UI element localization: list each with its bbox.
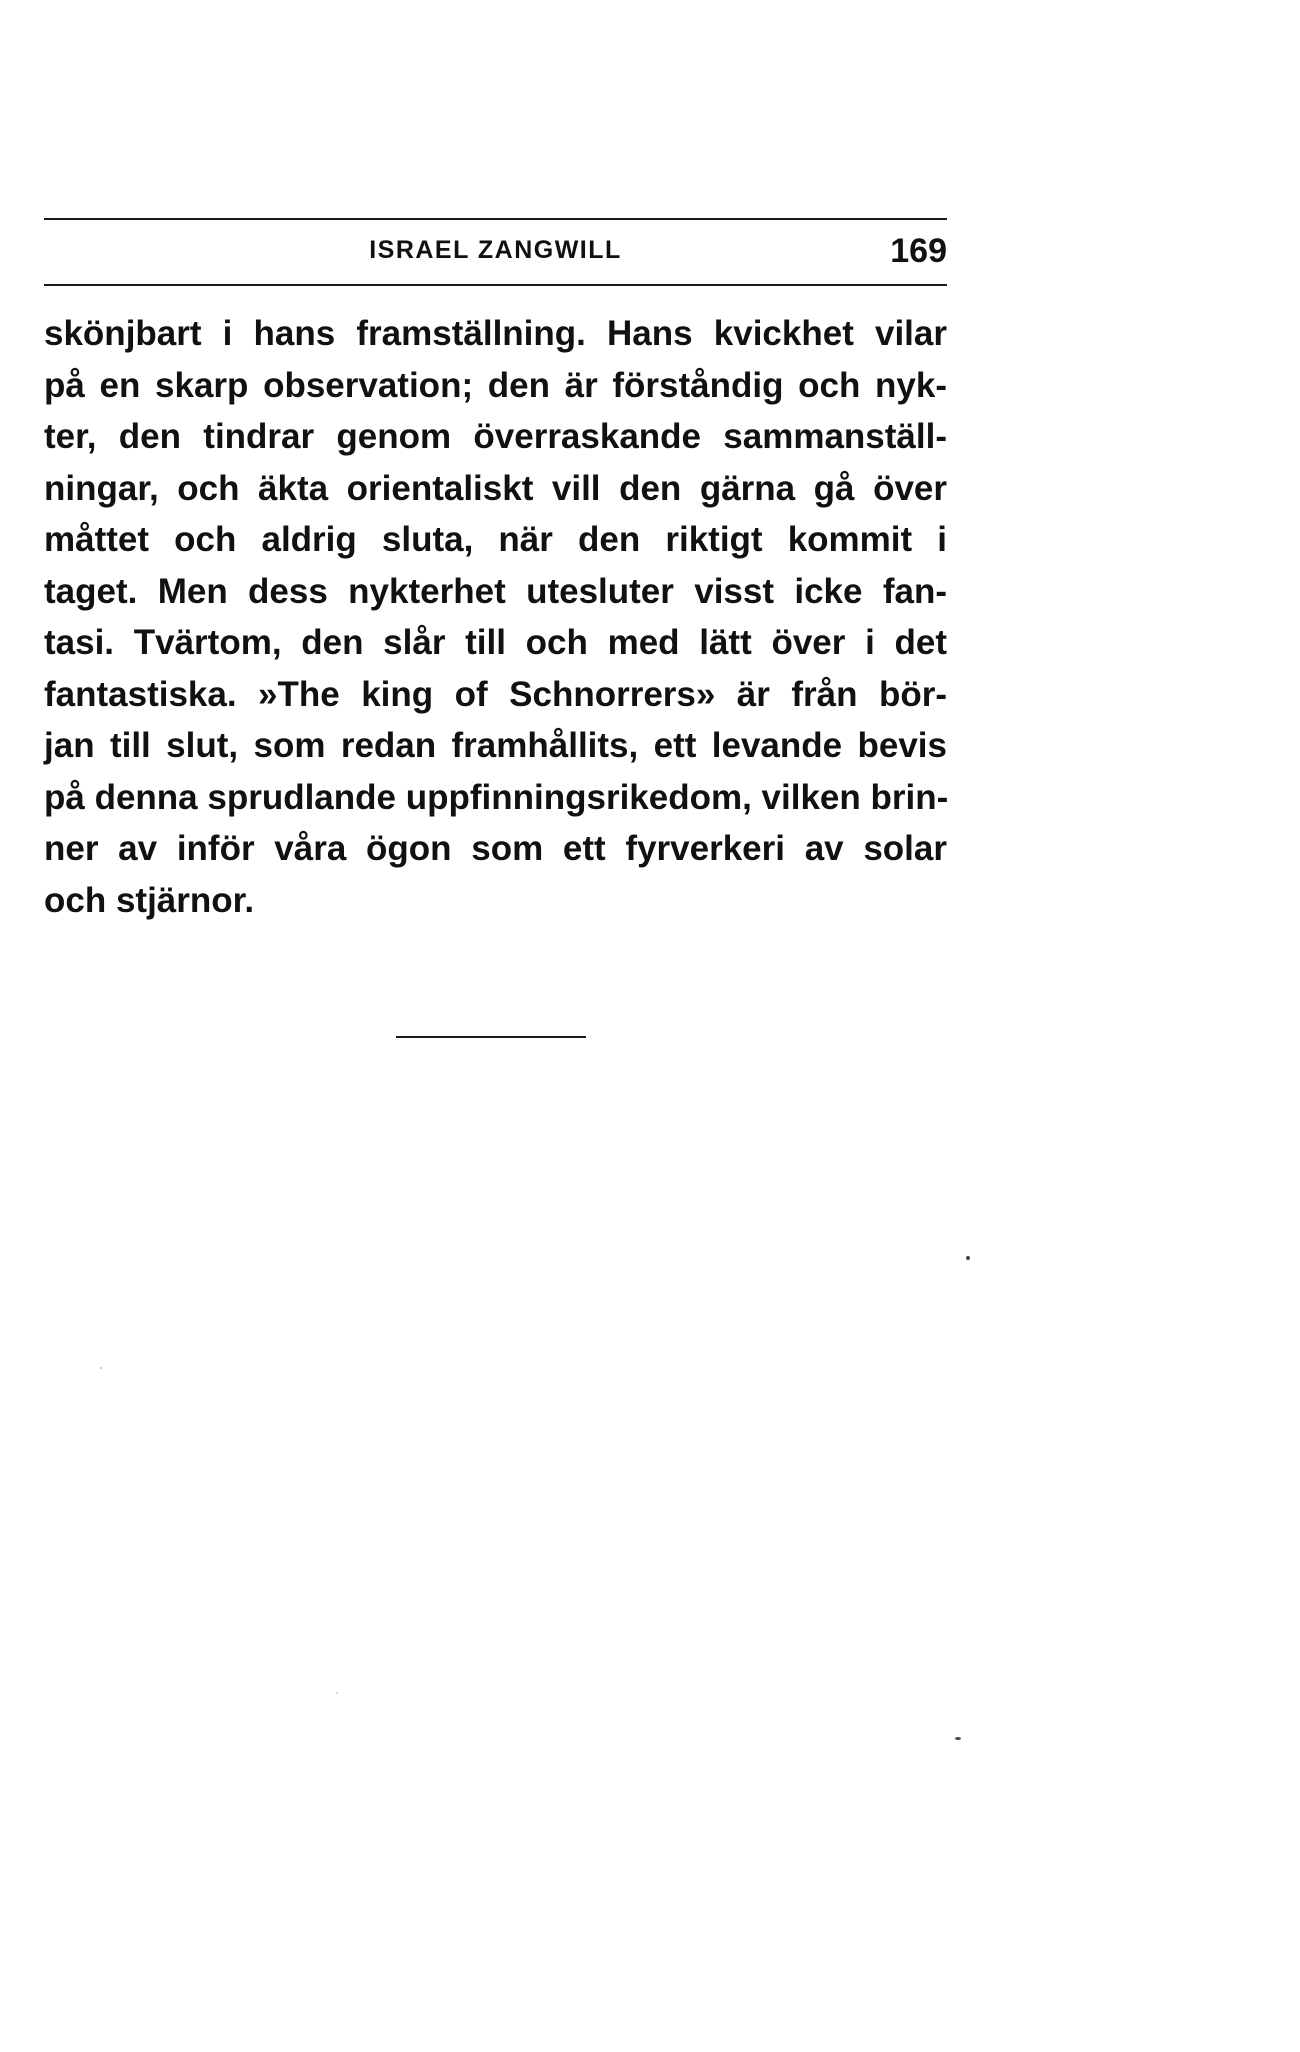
text-line-last: och stjärnor. — [44, 880, 255, 920]
text-line: tasi. Tvärtom, den slår till och med lätt över i det — [44, 623, 947, 662]
text-line: ner av inför våra ögon som ett fyrverkeri av solar — [44, 829, 947, 868]
scan-speck — [100, 1367, 102, 1369]
scan-speck — [966, 1256, 970, 1260]
header-rule-top — [44, 218, 947, 220]
text-line: fantastiska. »The king of Schnorrers» är från bör- — [44, 674, 947, 714]
text-line: måttet och aldrig sluta, när den riktigt kommit i — [44, 520, 947, 559]
text-line: ningar, och äkta orientaliskt vill den gärna gå över — [44, 468, 947, 508]
text-line: ter, den tindrar genom överraskande sammanställ- — [44, 417, 947, 456]
text-line: på denna sprudlande uppfinningsrikedom, vilken brin- — [44, 777, 949, 817]
running-head-title: ISRAEL ZANGWILL — [369, 236, 622, 264]
section-end-rule — [396, 1036, 586, 1038]
text-line: taget. Men dess nykterhet utesluter visst icke fan- — [44, 571, 947, 611]
running-head — [44, 232, 947, 276]
body-paragraph — [44, 308, 947, 926]
scan-speck — [955, 1737, 961, 1740]
page-number: 169 — [890, 232, 947, 270]
text-line: jan till slut, som redan framhållits, ett levande bevis — [44, 726, 947, 765]
scan-speck — [336, 1692, 338, 1694]
text-line: skönjbart i hans framställning. Hans kvickhet vilar — [44, 314, 947, 353]
text-line: på en skarp observation; den är förståndig och nyk- — [44, 365, 947, 405]
header-rule-bottom — [44, 284, 947, 286]
